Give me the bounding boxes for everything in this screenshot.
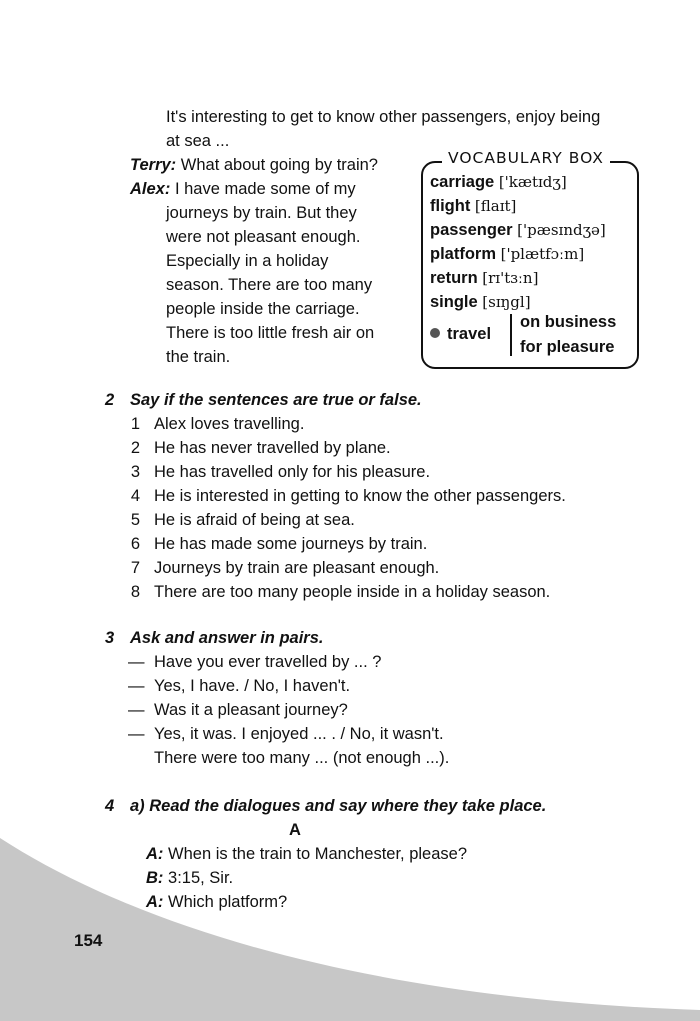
speaker: A: [146,845,164,863]
item-number: 8 [130,583,140,601]
dash: — [128,653,145,671]
vocab-divider [510,314,512,356]
item-number: 2 [130,439,140,457]
dash: — [128,701,145,719]
line-text: Which platform? [168,893,288,911]
dialogue-line: Yes, it was. I enjoyed ... . / No, it wasn't. [154,725,444,743]
vocab-item [430,290,531,314]
alex-line: people inside the carriage. [166,300,360,318]
item-number: 4 [130,487,140,505]
item-text: He has travelled only for his pleasure. [154,463,431,481]
speaker-terry: Terry: [130,156,177,174]
alex-line: There is too little fresh air on [166,324,375,342]
vocab-word: flight [430,197,471,215]
line-text: When is the train to Manchester, please? [168,845,468,863]
speaker: B: [146,869,164,887]
vocab-item [430,242,584,266]
vocab-ipa: [sɪŋgl] [482,293,531,311]
vocab-ipa: ['pæsɪndʒə] [517,221,606,239]
alex-line: Especially in a holiday [166,252,329,270]
travel-option: for pleasure [520,338,615,356]
dialogue-line-continuation: There were too many ... (not enough ...). [154,749,450,767]
dialogue-line: Was it a pleasant journey? [154,701,348,719]
vocab-word: passenger [430,221,513,239]
intro-line: It's interesting to get to know other passengers, enjoy being [166,108,601,126]
vocab-item [430,194,516,218]
dialogue-alex [130,177,356,201]
vocab-word: single [430,293,478,311]
exercise-3-number: 3 [105,629,115,647]
alex-text: I have made some of my [174,180,356,198]
item-text: He has never travelled by plane. [154,439,391,457]
vocab-ipa: [rɪ'tɜːn] [482,269,539,287]
terry-text: What about going by train? [180,156,378,174]
vocab-item [430,170,567,194]
dialogue-line [146,866,233,890]
vocab-word: return [430,269,478,287]
item-text: He is afraid of being at sea. [154,511,355,529]
item-text: Journeys by train are pleasant enough. [154,559,440,577]
item-text: He has made some journeys by train. [154,535,428,553]
exercise-4-number: 4 [105,797,115,815]
vocab-travel [430,322,491,346]
item-number: 5 [130,511,140,529]
item-number: 7 [130,559,140,577]
exercise-4-heading: a) Read the dialogues and say where they take place. [130,797,547,815]
item-number: 6 [130,535,140,553]
vocab-item [430,266,538,290]
dialogue-terry [130,153,378,177]
item-text: There are too many people inside in a holiday season. [154,583,551,601]
alex-line: season. There are too many [166,276,373,294]
vocab-ipa: [flaɪt] [474,197,517,215]
dialogue-line: Yes, I have. / No, I haven't. [154,677,351,695]
exercise-2-heading: Say if the sentences are true or false. [130,391,422,409]
vocabulary-title: VOCABULARY BOX [442,147,610,169]
travel-option: on business [520,313,617,331]
vocab-word: platform [430,245,496,263]
exercise-2-number: 2 [105,391,115,409]
dialogue-line [146,890,287,914]
vocab-ipa: ['kætɪdʒ] [498,173,567,191]
page-number: 154 [74,931,103,950]
alex-line: were not pleasant enough. [166,228,361,246]
vocab-ipa: ['plætfɔːm] [500,245,585,263]
dialogue-line [146,842,467,866]
alex-line: the train. [166,348,231,366]
dialogue-line: Have you ever travelled by ... ? [154,653,382,671]
vocab-word: carriage [430,173,495,191]
item-text: Alex loves travelling. [154,415,305,433]
item-number: 3 [130,463,140,481]
intro-line: at sea ... [166,132,230,150]
speaker-alex: Alex: [130,180,171,198]
speaker: A: [146,893,164,911]
dash: — [128,677,145,695]
vocab-item [430,218,606,242]
exercise-3-heading: Ask and answer in pairs. [130,629,324,647]
line-text: 3:15, Sir. [168,869,234,887]
vocab-travel-word: travel [447,325,492,343]
dash: — [128,725,145,743]
bullet-icon [430,328,440,338]
item-number: 1 [130,415,140,433]
section-label: A [289,821,301,839]
item-text: He is interested in getting to know the other passengers. [154,487,566,505]
alex-line: journeys by train. But they [166,204,357,222]
